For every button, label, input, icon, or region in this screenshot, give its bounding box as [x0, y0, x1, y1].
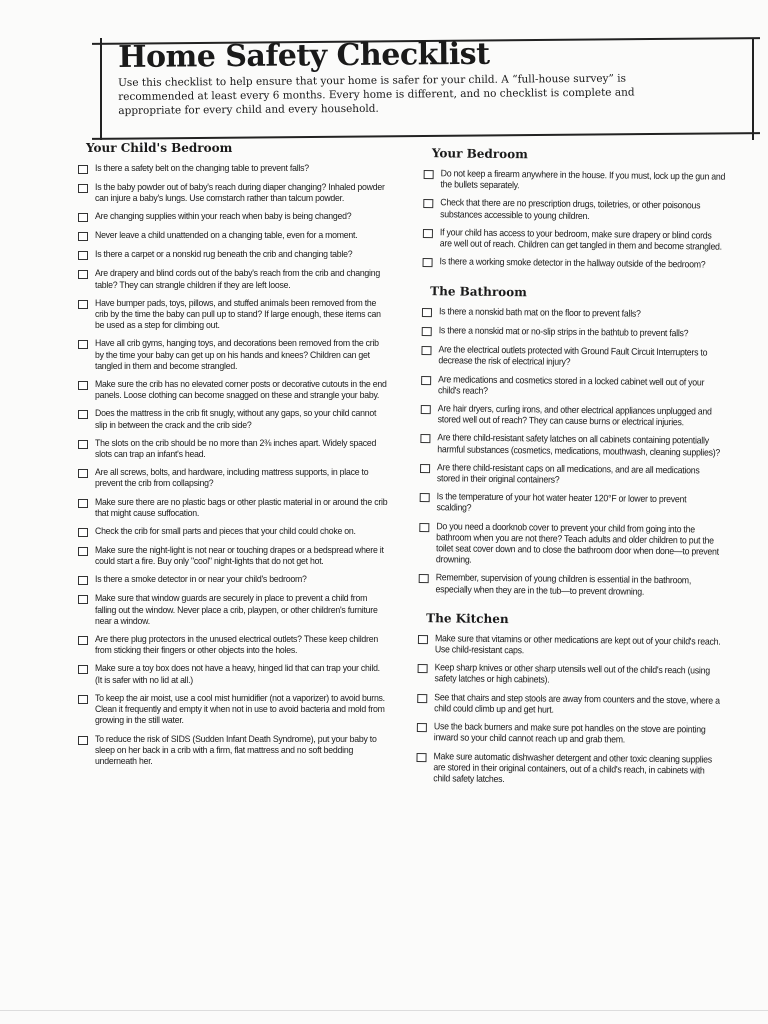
checkbox-icon[interactable]	[421, 405, 431, 414]
checklist-item	[74, 633, 410, 655]
checklist-item-text: Check that there are no prescription drugs, toiletries, or other poisonous substances accessible to young children.	[440, 196, 701, 221]
checklist-item-text: Have all crib gyms, hanging toys, and decorations been removed from the crib by the time your baby can get up on his hands and knees? Children can get tangled in them and become strangled.	[95, 337, 379, 371]
checklist-item	[416, 490, 744, 516]
checkbox-icon[interactable]	[78, 665, 88, 674]
checklist-item-text: Are there child-resistant safety latches on all cabinets containing potentially harmful substances (cosmetics, medications, mouthwash, cleaning supplies)?	[437, 431, 721, 458]
checklist-item-text: Make sure there are no plastic bags or other plastic material in or around the crib that might cause suffocation.	[95, 495, 388, 518]
checklist-item-text: Is the temperature of your hot water heater 120°F or lower to prevent scalding?	[436, 490, 687, 514]
checkbox-icon[interactable]	[422, 327, 432, 336]
checklist-item	[412, 749, 740, 787]
checklist-item	[416, 461, 744, 487]
checkbox-icon[interactable]	[78, 251, 88, 260]
checklist-item-text: Is there a nonskid mat or no-slip strips in the bathtub to prevent falls?	[438, 324, 689, 339]
checkbox-icon[interactable]	[78, 595, 88, 604]
section-heading-childs-bedroom: Your Child's Bedroom	[86, 141, 233, 155]
checklist-item	[415, 571, 743, 597]
checkbox-icon[interactable]	[419, 574, 429, 583]
checkbox-icon[interactable]	[78, 469, 88, 478]
checklist-item	[413, 720, 741, 746]
checklist-item	[74, 692, 410, 726]
checkbox-icon[interactable]	[418, 664, 428, 673]
checkbox-icon[interactable]	[78, 547, 88, 556]
checkbox-icon[interactable]	[78, 165, 88, 174]
checklist-item-text: Are drapery and blind cords out of the baby's reach from the crib and changing table? They can strangle children if they are left loose.	[95, 267, 381, 290]
checklist-item	[74, 544, 410, 566]
checklist-item-text: Do not keep a firearm anywhere in the house. If you must, lock up the gun and the bullets separately.	[440, 167, 726, 191]
checklist-item-text: Make sure the night-light is not near or touching drapes or a bedspread where it could start a fire. Buy only "cool" night-lights that do not get hot.	[95, 544, 384, 567]
checkbox-icon[interactable]	[420, 434, 430, 443]
checklist-item-text: Keep sharp knives or other sharp utensils well out of the child's reach (using safety latches or high cabinets).	[434, 661, 710, 686]
checklist-item	[74, 378, 410, 400]
checklist-item	[413, 691, 741, 717]
checkbox-icon[interactable]	[423, 229, 433, 238]
checkbox-icon[interactable]	[419, 523, 429, 532]
checkbox-icon[interactable]	[78, 736, 88, 745]
checklist-item-text: Make sure that window guards are securely in place to prevent a child from falling out the window. Never place a crib, playpen, or other children's furniture near a window.	[95, 592, 378, 626]
checklist-item	[74, 437, 410, 459]
checklist-item	[417, 343, 745, 369]
checklist-item	[416, 431, 744, 457]
checklist-item	[74, 662, 410, 684]
checklist-item-text: The slots on the crib should be no more than 2⅜ inches apart. Widely spaced slots can trap an infant's head.	[95, 436, 377, 460]
checklist-item	[419, 226, 747, 252]
checkbox-icon[interactable]	[418, 635, 428, 644]
checklist-item	[74, 733, 410, 767]
checklist-item	[74, 592, 410, 626]
checklist-item-text: Never leave a child unattended on a changing table, even for a moment.	[95, 229, 358, 241]
checklist-item	[74, 229, 410, 241]
checklist-item	[74, 181, 410, 203]
checklist-item-text: Are there plug protectors in the unused electrical outlets? These keep children from sticking their fingers or other objects into the holes.	[95, 633, 378, 656]
checklist-item-text: Make sure automatic dishwasher detergent and other toxic cleaning supplies are stored in their original containers, out of a child's reach, in cabinets with child safety latches.	[433, 749, 713, 784]
checklist-item-text: Make sure that vitamins or other medications are kept out of your child's reach. Use child-resistant caps.	[434, 632, 721, 656]
checklist-item-text: Are all screws, bolts, and hardware, including mattress supports, in place to prevent the crib from collapsing?	[95, 466, 369, 489]
checklist-item	[413, 661, 741, 687]
your-bedroom-list	[419, 167, 748, 271]
checklist-item	[74, 496, 410, 518]
checklist-item	[74, 407, 410, 429]
checkbox-icon[interactable]	[420, 493, 430, 502]
checkbox-icon[interactable]	[78, 410, 88, 419]
page-title: Home Safety Checklist	[118, 36, 490, 75]
checklist-item	[419, 167, 747, 193]
checkbox-icon[interactable]	[78, 213, 88, 222]
checkbox-icon[interactable]	[78, 576, 88, 585]
checklist-item	[74, 337, 410, 371]
checkbox-icon[interactable]	[416, 753, 426, 762]
checklist-item-text: Check the crib for small parts and pieces that your child could choke on.	[95, 525, 356, 537]
checklist-item	[74, 267, 410, 289]
checkbox-icon[interactable]	[78, 499, 88, 508]
checklist-item-text: Is there a working smoke detector in the hallway outside of the bedroom?	[439, 255, 706, 270]
checklist-item	[74, 573, 410, 585]
checkbox-icon[interactable]	[78, 232, 88, 241]
checkbox-icon[interactable]	[424, 170, 434, 179]
bathroom-list	[415, 305, 747, 598]
checklist-item-text: Are hair dryers, curling irons, and other electrical appliances unplugged and stored well out of reach? They can cause burns or electrical injuries.	[437, 402, 712, 428]
checklist-item	[417, 402, 745, 428]
checklist-item	[417, 373, 745, 399]
section-heading-your-bedroom: Your Bedroom	[431, 146, 528, 162]
checklist-item-text: Is there a nonskid bath mat on the floor to prevent falls?	[438, 305, 641, 319]
checklist-item-text: Are there child-resistant caps on all medications, and are all medications stored in their original containers?	[436, 461, 700, 485]
checkbox-icon[interactable]	[78, 381, 88, 390]
checkbox-icon[interactable]	[78, 636, 88, 645]
intro-paragraph: Use this checklist to help ensure that your home is safer for your child. A “full-house survey” is recommended at least every 6 months. Every home is different, and no checklist is complete and appropriate for every child and every household.	[118, 72, 635, 117]
checklist-item-text: Is the baby powder out of baby's reach during diaper changing? Inhaled powder can injure a baby's lungs. Use cornstarch rather than talcum powder.	[95, 181, 385, 204]
checklist-item	[419, 255, 747, 271]
checklist-item-text: Remember, supervision of young children is essential in the bathroom, especially when they are in the tub—to prevent drowning.	[435, 571, 692, 597]
checkbox-icon[interactable]	[417, 694, 427, 703]
checkbox-icon[interactable]	[78, 340, 88, 349]
checklist-item-text: Does the mattress in the crib fit snugly, without any gaps, so your child cannot slip in between the crack and the crib side?	[95, 407, 377, 430]
left-column	[74, 141, 410, 773]
checklist-item	[74, 297, 410, 331]
checklist-item-text: See that chairs and step stools are away from counters and the stove, where a child could climb up and get hurt.	[434, 690, 720, 715]
checklist-item-text: Have bumper pads, toys, pillows, and stuffed animals been removed from the crib by the time the baby can pull up to stand? If large enough, these items can be used as a step for climbing out.	[95, 296, 381, 331]
checklist-item-text: Is there a safety belt on the changing table to prevent falls?	[95, 162, 309, 173]
checklist-item-text: To keep the air moist, use a cool mist humidifier (not a vaporizer) to avoid burns. Clean it frequently and empty it when not in use to avoid bacteria and mold from growing in the still water.	[95, 691, 385, 726]
checklist-item-text: Do you need a doorknob cover to prevent your child from going into the bathroom when you are not there? Teach adults and older children to put the toilet seat cover down and to close the bathroom door when done—to prevent drowning.	[435, 519, 719, 565]
checklist-item	[419, 196, 747, 222]
right-column	[412, 146, 748, 794]
checklist-item	[74, 466, 410, 488]
checklist-item	[74, 210, 410, 222]
checklist-item-text: Are changing supplies within your reach when baby is being changed?	[95, 210, 352, 222]
checkbox-icon[interactable]	[423, 258, 433, 267]
checklist-item-text: If your child has access to your bedroom, make sure drapery or blind cords are well out of reach. Children can get tangled in them and become strangled.	[439, 226, 722, 252]
checkbox-icon[interactable]	[421, 346, 431, 355]
checklist-item-text: Make sure a toy box does not have a heavy, hinged lid that can trap your child. (It is safer with no lid at all.)	[95, 662, 380, 685]
checklist-item	[74, 525, 410, 537]
checklist-item	[74, 162, 410, 174]
checklist-item-text: Is there a smoke detector in or near your child's bedroom?	[95, 573, 307, 585]
checklist-item-text: Use the back burners and make sure pot handles on the stove are pointing inward so your child cannot reach up and grab them.	[433, 720, 706, 745]
checklist-item-text: To reduce the risk of SIDS (Sudden Infant Death Syndrome), put your baby to sleep on her back in a crib with a firm, flat mattress and no soft bedding underneath her.	[95, 732, 377, 766]
checklist-item-text: Are the electrical outlets protected with Ground Fault Circuit Interrupters to decrease the risk of electrical injury?	[438, 343, 708, 368]
checkbox-icon[interactable]	[78, 695, 88, 704]
checkbox-icon[interactable]	[420, 464, 430, 473]
checkbox-icon[interactable]	[78, 300, 88, 309]
checkbox-icon[interactable]	[78, 184, 88, 193]
kitchen-list	[412, 632, 742, 787]
checklist-item	[418, 324, 746, 340]
checkbox-icon[interactable]	[422, 308, 432, 317]
checkbox-icon[interactable]	[78, 440, 88, 449]
checkbox-icon[interactable]	[421, 376, 431, 385]
checklist-item-text: Are medications and cosmetics stored in a locked cabinet well out of your child's reach?	[437, 372, 705, 396]
checklist-item	[74, 248, 410, 260]
checkbox-icon[interactable]	[78, 270, 88, 279]
childs-bedroom-list	[74, 162, 410, 766]
checklist-item	[415, 520, 744, 569]
checkbox-icon[interactable]	[78, 528, 88, 537]
checklist-item-text: Make sure the crib has no elevated corner posts or decorative cutouts in the end panels. Loose clothing can become snagged on these and strangle your baby.	[95, 378, 387, 401]
checklist-item	[414, 632, 742, 658]
section-heading-kitchen: The Kitchen	[426, 610, 509, 626]
section-heading-bathroom: The Bathroom	[430, 284, 527, 300]
checklist-item	[418, 305, 746, 321]
page-bottom-edge	[0, 1010, 768, 1011]
checklist-item-text: Is there a carpet or a nonskid rug beneath the crib and changing table?	[95, 248, 353, 260]
checkbox-icon[interactable]	[423, 199, 433, 208]
checkbox-icon[interactable]	[417, 723, 427, 732]
